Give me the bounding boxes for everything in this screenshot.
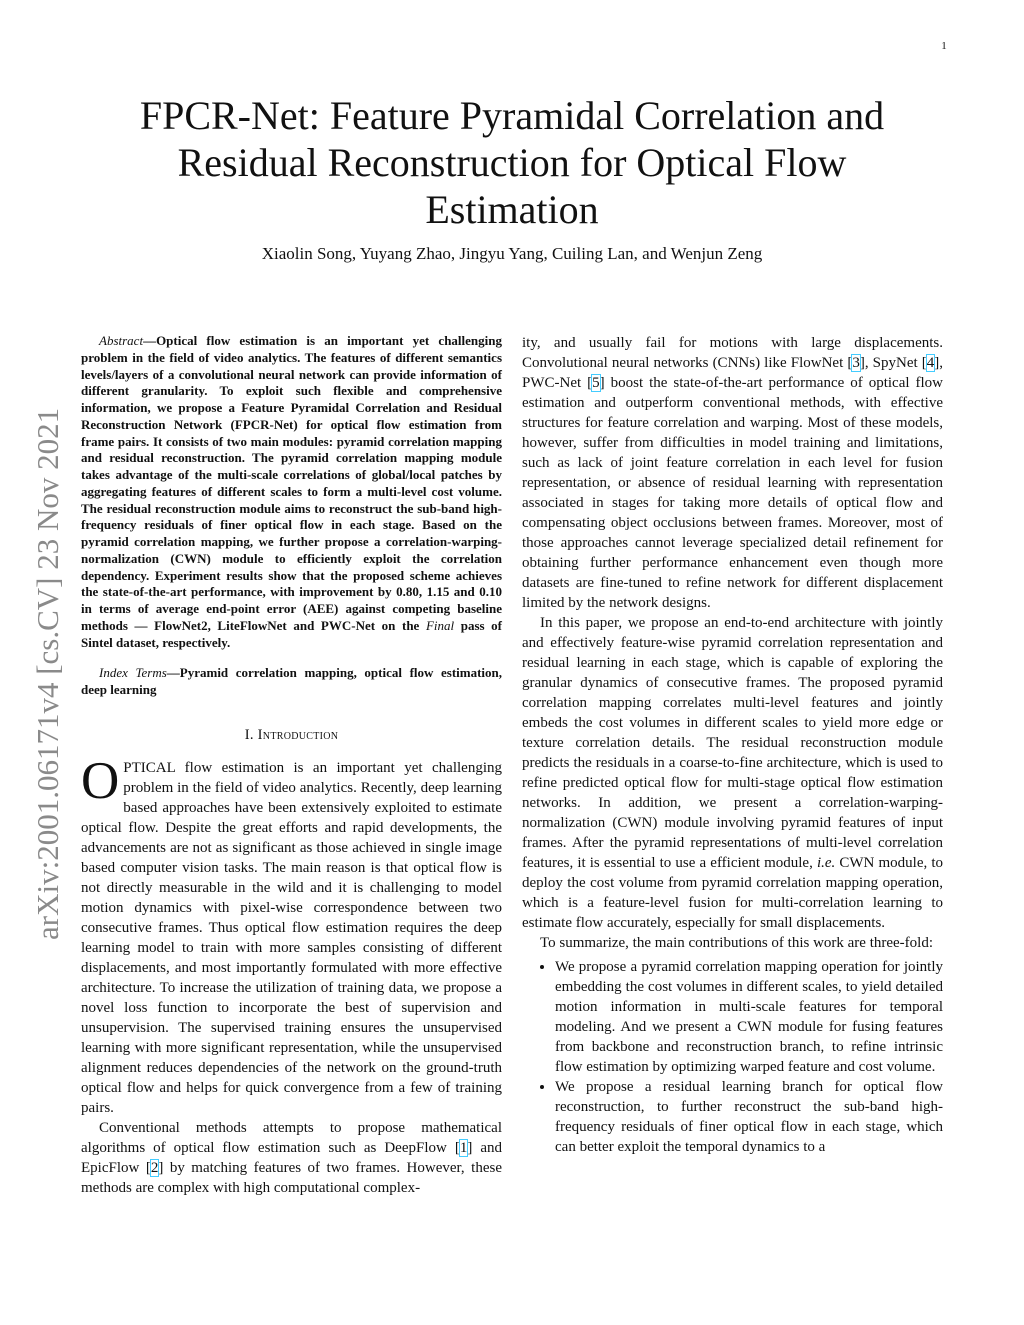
- right-paragraph-1: ity, and usually fail for motions with large displacements. Convolutional neural networks (CNNs) like FlowNet [3], SpyNet [4], PWC-Net [5] boost the state-of-the-art performance of optical flow estimation and outperform conventional methods, with effective structures for feature correlation and warping. Most of these models, however, suffer from difficulties in model training and limitations, such as lack of joint feature correlation in each level for fusion representation, or absence of residual learning with representation associated in stages for taking more details of optical flow and compensating object occlusions between frames. Moreover, most of those approaches cannot leverage specialized detail refinement for obtaining further performance enhancement even though more datasets are fine-tuned to refine network for different displacement limited by the network designs.: [522, 335, 944, 611]
- abstract-label: Abstract: [99, 333, 144, 348]
- citation-link-5[interactable]: 5: [592, 375, 600, 391]
- right-paragraph-1-text-d: boost the state-of-the-art performance of optical flow estimation and outperform conventional methods, with effective structures for feature correlation and warping. Most of these models, however, suffer from difficulties in model training and limitations, such as lack of joint feature correlation in each level for fusion representation, or absence of residual learning with representation associated in stages for taking more details of optical flow and compensating object occlusions between frames. Moreover, most of those approaches cannot leverage specialized detail refinement for obtaining further performance enhancement even though more datasets are fine-tuned to refine network for different displacement limited by the network designs.: [522, 375, 943, 611]
- arxiv-identifier: arXiv:2001.06171v4 [cs.CV] 23 Nov 2021: [30, 407, 65, 940]
- intro-paragraph-1-text: PTICAL flow estimation is an important yet challenging problem in the field of video analytics. Recently, deep learning based approaches have been extensively exploited to estimate optical flow. Despite the great efforts and rapid developments, the advancements are not as significant as those achieved in single image based computer vision tasks. The main reason is that optical flow is not directly measurable in the wild and it is challenging to model motion dynamics with pixel-wise correspondence between two consecutive frames. Thus optical flow estimation requires the deep learning model to train with more samples consisting of different displacements, and most importantly formulated with more effective architecture. To increase the utilization of training data, we propose a novel loss function to incorporate the best of supervision and unsupervision. The supervised training ensures the unsupervised learning with more significant representation, while the unsupervised alignment reduces dependencies of the network on the ground-truth optical flow and helps for quick convergence from a few of training pairs.: [81, 759, 502, 1116]
- abstract-final-word: Final: [425, 617, 455, 633]
- right-column: [522, 333, 943, 1157]
- right-paragraph-1-text-c: , PWC-Net: [522, 355, 944, 391]
- right-paragraph-2: [522, 613, 943, 933]
- intro-paragraph-2-text-c: by matching features of two frames. However, these methods are complex with high computational complex-: [81, 1159, 502, 1196]
- author-list: Xiaolin Song, Yuyang Zhao, Jingyu Yang, Cuiling Lan, and Wenjun Zeng: [261, 244, 763, 263]
- contribution-item: • We propose a pyramid correlation mapping operation for jointly embedding the cost volumes in different scales, to yield detailed motion information in multi-scale features for temporal modeling. And we present a CWN module for fusing features from backbone and reconstruction branch, to refine intrinsic flow estimation by optimizing warped feature and cost volume.: [555, 957, 943, 1077]
- intro-paragraph-2-text-a: Conventional methods attempts to propose mathematical algorithms of optical flow estimation such as DeepFlow: [81, 1119, 502, 1156]
- citation-link-3[interactable]: 3: [852, 355, 860, 371]
- left-column: [81, 333, 502, 1198]
- citation-link-2[interactable]: 2: [150, 1159, 159, 1176]
- abstract: [81, 333, 502, 651]
- paper-title: FPCR-Net: Feature Pyramidal Correlation and Residual Reconstruction for Optical Flow Estimation: [139, 93, 885, 232]
- dropcap: O: [81, 751, 120, 810]
- contribution-item: • We propose a residual learning branch for optical flow reconstruction, to further reconstruct the sub-band high-frequency residuals of finer optical flow in each stage, which can better exploit the temporal dynamics to a: [555, 1077, 943, 1157]
- section-heading-introduction: I. Introduction: [244, 726, 339, 743]
- page-number: 1: [941, 40, 947, 52]
- right-paragraph-2-text-b: CWN module, to deploy the cost volume from pyramid correlation mapping operation, which is a feature-level fusion for multi-correlation learning to estimate flow accurately, especially for small displacements.: [522, 855, 944, 931]
- citation-link-4[interactable]: 4: [926, 355, 935, 371]
- right-paragraph-1-text-b: , SpyNet: [864, 355, 922, 371]
- index-terms-text: —Pyramid correlation mapping, optical flow estimation, deep learning: [81, 665, 503, 697]
- abstract-text: —Optical flow estimation is an important yet challenging problem in the field of video analytics. The features of different semantics levels/layers of a convolutional neural network can provide information of different granularity. To exploit such flexible and comprehensive information, we propose a Feature Pyramidal Correlation and Residual Reconstruction Network (FPCR-Net) for optical flow estimation from frame pairs. It consists of two main modules: pyramid correlation mapping and residual reconstruction. The pyramid correlation mapping module takes advantage of the multi-scale correlations of global/local patches by aggregating features of different scales to form a multi-level cost volume. The residual reconstruction module aims to reconstruct the sub-band high-frequency residuals of finer optical flow in each stage. Based on the pyramid correlation mapping, we further propose a correlation-warping-normalization (CWN) module to efficiently exploit the correlation dependency. Experiment results show that the proposed scheme achieves the state-of-the-art performance, with improvement by 0.80, 1.15 and 0.10 in terms of average end-point error (AEE) against competing baseline methods — FlowNet2, LiteFlowNet and PWC-Net on the: [81, 333, 502, 633]
- right-paragraph-2-text-a: In this paper, we propose an end-to-end architecture with jointly and effectively feature-wise pyramid correlation representation and residual learning in each stage, which is capable of exploring the granular dynamics of consecutive frames. The proposed pyramid correlation mapping correlates multi-level features and jointly embeds the cost volumes in different scales to yield more edge or texture correlation details. The residual reconstruction module predicts the residuals in a coarse-to-fine architecture, which is used to refine predicted optical flow for multi-stage optical flow estimation networks. In addition, we present a correlation-warping-normalization (CWN) module involving pyramid features of input frames. After the pyramid representations of multi-level correlation features, it is essential to use a efficient module,: [522, 615, 943, 871]
- right-paragraph-1-text-a: ity, and usually fail for motions with large displacements. Convolutional neural networks (CNNs) like FlowNet: [522, 335, 943, 371]
- index-terms-label: Index Terms: [99, 665, 167, 681]
- right-paragraph-2-ie: i.e.: [816, 855, 836, 871]
- intro-paragraph-1: [81, 751, 502, 1118]
- index-terms: [81, 665, 502, 699]
- intro-paragraph-2-text-b: and EpicFlow: [81, 1139, 502, 1176]
- contributions-list: [522, 957, 943, 1157]
- intro-paragraph-2: Conventional methods attempts to propose mathematical algorithms of optical flow estimation such as DeepFlow [1] and EpicFlow [2] by matching features of two frames. However, these methods are complex with high computational complex-: [81, 1119, 502, 1196]
- citation-link-1[interactable]: 1: [459, 1139, 468, 1156]
- abstract-tail: pass of Sintel dataset, respectively.: [81, 617, 502, 650]
- right-paragraph-3: To summarize, the main contributions of this work are three-fold:: [540, 935, 934, 951]
